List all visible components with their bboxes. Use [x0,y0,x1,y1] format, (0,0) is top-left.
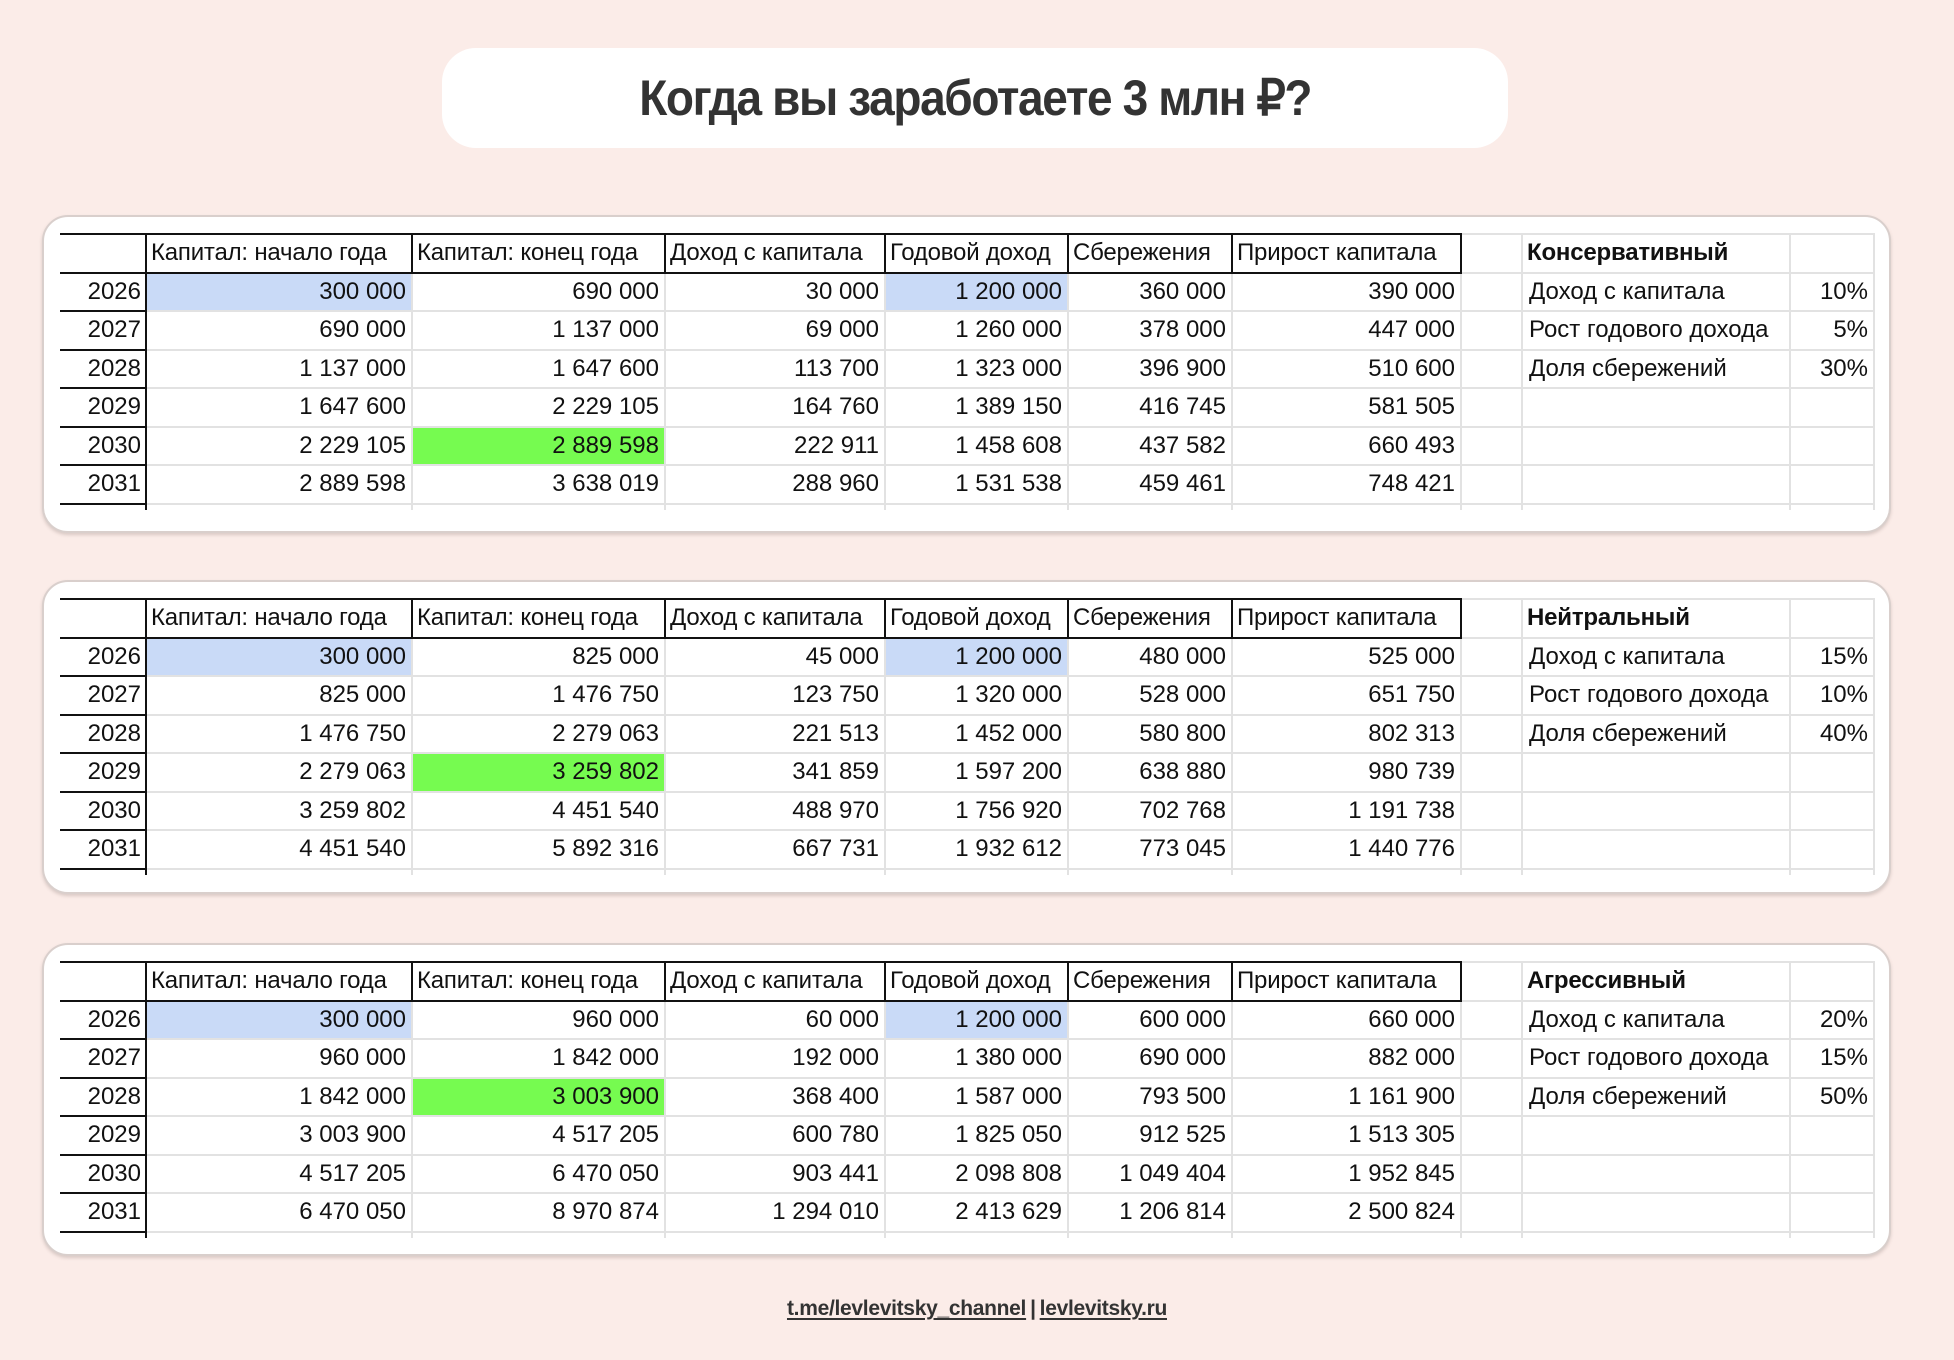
cell-capital-income[interactable]: 667 731 [665,830,885,869]
param-label: Доля сбережений [1522,715,1790,754]
scenario-card-aggressive [42,943,1891,1256]
row-year[interactable]: 2026 [60,273,146,312]
cell-savings[interactable]: 690 000 [1068,1039,1232,1078]
row-year[interactable]: 2027 [60,311,146,350]
cell-capital-end[interactable]: 4 451 540 [412,792,665,831]
cell-savings[interactable]: 528 000 [1068,676,1232,715]
cell-capital-growth[interactable]: 651 750 [1232,676,1461,715]
cell-annual-income[interactable]: 1 260 000 [885,311,1068,350]
row-year[interactable]: 2030 [60,427,146,466]
param-label: Доход с капитала [1522,1001,1790,1040]
empty-cell [1790,599,1874,638]
stub-cell [885,504,1068,510]
corner-cell [60,234,146,273]
cell-capital-start[interactable]: 300 000 [146,1001,412,1040]
cell-capital-end[interactable]: 825 000 [412,638,665,677]
page-title: Когда вы заработаете 3 млн ₽? [639,70,1311,126]
scenario-table [60,961,1875,1238]
cell-capital-start[interactable]: 2 229 105 [146,427,412,466]
param-label [1522,792,1790,831]
cell-capital-start[interactable]: 1 476 750 [146,715,412,754]
param-value[interactable]: 10% [1790,676,1874,715]
cell-annual-income[interactable]: 1 200 000 [885,273,1068,312]
cell-capital-income[interactable]: 221 513 [665,715,885,754]
spacer-cell [1461,962,1522,1001]
param-value[interactable] [1790,830,1874,869]
column-header-capital-income[interactable]: Доход с капитала [665,599,885,638]
column-header-annual-income[interactable]: Годовой доход [885,599,1068,638]
cell-capital-income[interactable]: 60 000 [665,1001,885,1040]
scenario-name: Агрессивный [1522,962,1790,1001]
cell-capital-end[interactable]: 3 003 900 [412,1078,665,1117]
param-value[interactable] [1790,753,1874,792]
param-label: Доля сбережений [1522,1078,1790,1117]
scenario-card-neutral [42,580,1891,894]
table-row [60,427,1874,466]
cell-savings[interactable]: 459 461 [1068,465,1232,504]
title-banner [442,48,1508,148]
cell-capital-start[interactable]: 825 000 [146,676,412,715]
cell-capital-start[interactable]: 300 000 [146,638,412,677]
stub-cell [665,869,885,875]
param-value[interactable] [1790,465,1874,504]
cell-savings[interactable]: 1 206 814 [1068,1193,1232,1232]
telegram-link[interactable]: t.me/levlevitsky_channel [786,1297,1027,1320]
cell-capital-end[interactable]: 6 470 050 [412,1155,665,1194]
column-header-capital-start[interactable]: Капитал: начало года [146,234,412,273]
table-row [60,753,1874,792]
cell-capital-income[interactable]: 164 760 [665,388,885,427]
spacer-cell [1461,1039,1522,1078]
cell-capital-end[interactable]: 1 476 750 [412,676,665,715]
stub-cell [60,869,146,875]
footer-separator: | [1030,1297,1036,1320]
param-label: Доход с капитала [1522,638,1790,677]
cell-capital-income[interactable]: 288 960 [665,465,885,504]
param-value[interactable] [1790,1116,1874,1155]
stub-cell [1522,504,1790,510]
column-header-savings[interactable]: Сбережения [1068,962,1232,1001]
param-label: Доход с капитала [1522,273,1790,312]
cell-annual-income[interactable]: 1 389 150 [885,388,1068,427]
cell-capital-growth[interactable]: 882 000 [1232,1039,1461,1078]
param-label [1522,1155,1790,1194]
param-value[interactable]: 10% [1790,273,1874,312]
stub-cell [412,869,665,875]
param-label: Рост годового дохода [1522,311,1790,350]
cell-capital-end[interactable]: 3 638 019 [412,465,665,504]
cell-capital-start[interactable]: 1 137 000 [146,350,412,389]
cell-capital-start[interactable]: 690 000 [146,311,412,350]
spacer-cell [1461,1193,1522,1232]
stub-cell [412,504,665,510]
cell-capital-end[interactable]: 1 137 000 [412,311,665,350]
stub-cell [412,1232,665,1238]
stub-cell [146,504,412,510]
table-row [60,792,1874,831]
table-row [60,311,1874,350]
column-header-capital-income[interactable]: Доход с капитала [665,234,885,273]
cell-capital-growth[interactable]: 1 161 900 [1232,1078,1461,1117]
spacer-cell [1461,427,1522,466]
column-header-capital-growth[interactable]: Прирост капитала [1232,962,1461,1001]
column-header-annual-income[interactable]: Годовой доход [885,234,1068,273]
table-row [60,830,1874,869]
stub-cell [1461,869,1522,875]
table-row [60,715,1874,754]
cell-capital-income[interactable]: 341 859 [665,753,885,792]
column-header-savings[interactable]: Сбережения [1068,234,1232,273]
table-row [60,676,1874,715]
spacer-cell [1461,792,1522,831]
cell-capital-income[interactable]: 113 700 [665,350,885,389]
cell-capital-income[interactable]: 600 780 [665,1116,885,1155]
row-year[interactable]: 2028 [60,715,146,754]
table-row [60,388,1874,427]
scenario-name: Консервативный [1522,234,1790,273]
cell-capital-growth[interactable]: 748 421 [1232,465,1461,504]
table-row [60,1116,1874,1155]
spacer-cell [1461,830,1522,869]
cell-capital-end[interactable]: 2 279 063 [412,715,665,754]
param-value[interactable] [1790,427,1874,466]
param-value[interactable] [1790,1193,1874,1232]
row-year[interactable]: 2029 [60,388,146,427]
row-year[interactable]: 2027 [60,1039,146,1078]
table-row [60,273,1874,312]
table-row [60,1078,1874,1117]
cell-capital-growth[interactable]: 660 493 [1232,427,1461,466]
cell-capital-end[interactable]: 4 517 205 [412,1116,665,1155]
cell-capital-end[interactable]: 5 892 316 [412,830,665,869]
cell-annual-income[interactable]: 1 200 000 [885,638,1068,677]
stub-cell [1461,1232,1522,1238]
cell-capital-income[interactable]: 903 441 [665,1155,885,1194]
param-value[interactable] [1790,388,1874,427]
cell-savings[interactable]: 773 045 [1068,830,1232,869]
spacer-cell [1461,1155,1522,1194]
cell-annual-income[interactable]: 1 932 612 [885,830,1068,869]
cell-savings[interactable]: 360 000 [1068,273,1232,312]
stub-cell [60,504,146,510]
empty-cell [1790,234,1874,273]
stub-cell [885,869,1068,875]
spacer-cell [1461,1001,1522,1040]
table-row [60,1193,1874,1232]
cell-capital-end[interactable]: 8 970 874 [412,1193,665,1232]
param-label [1522,830,1790,869]
cell-annual-income[interactable]: 1 200 000 [885,1001,1068,1040]
param-label: Доля сбережений [1522,350,1790,389]
row-year[interactable]: 2029 [60,753,146,792]
column-header-annual-income[interactable]: Годовой доход [885,962,1068,1001]
cell-savings[interactable]: 396 900 [1068,350,1232,389]
cell-savings[interactable]: 600 000 [1068,1001,1232,1040]
corner-cell [60,599,146,638]
param-label: Рост годового дохода [1522,1039,1790,1078]
footer [0,1297,1954,1321]
cell-capital-growth[interactable]: 581 505 [1232,388,1461,427]
cell-annual-income[interactable]: 1 452 000 [885,715,1068,754]
param-value[interactable]: 30% [1790,350,1874,389]
cell-capital-growth[interactable]: 980 739 [1232,753,1461,792]
row-year[interactable]: 2031 [60,465,146,504]
cell-capital-income[interactable]: 1 294 010 [665,1193,885,1232]
spacer-cell [1461,1078,1522,1117]
stub-cell [1461,504,1522,510]
column-header-capital-end[interactable]: Капитал: конец года [412,234,665,273]
cell-capital-end[interactable]: 690 000 [412,273,665,312]
cell-capital-growth[interactable]: 510 600 [1232,350,1461,389]
param-value[interactable]: 5% [1790,311,1874,350]
stub-cell [1232,869,1461,875]
row-year[interactable]: 2026 [60,1001,146,1040]
cell-capital-growth[interactable]: 1 513 305 [1232,1116,1461,1155]
row-year[interactable]: 2028 [60,350,146,389]
column-header-capital-start[interactable]: Капитал: начало года [146,599,412,638]
param-value[interactable]: 15% [1790,638,1874,677]
row-year[interactable]: 2030 [60,792,146,831]
spacer-cell [1461,273,1522,312]
table-row [60,638,1874,677]
spacer-cell [1461,676,1522,715]
cell-annual-income[interactable]: 2 413 629 [885,1193,1068,1232]
row-year[interactable]: 2027 [60,676,146,715]
cell-capital-growth[interactable]: 2 500 824 [1232,1193,1461,1232]
cell-savings[interactable]: 378 000 [1068,311,1232,350]
stub-cell [1068,869,1232,875]
stub-cell [1068,1232,1232,1238]
spacer-cell [1461,234,1522,273]
scenario-name: Нейтральный [1522,599,1790,638]
empty-cell [1790,962,1874,1001]
scenario-table [60,598,1875,875]
column-header-capital-income[interactable]: Доход с капитала [665,962,885,1001]
cell-capital-start[interactable]: 1 842 000 [146,1078,412,1117]
table-row [60,350,1874,389]
website-link[interactable]: levlevitsky.ru [1039,1297,1167,1320]
cell-capital-income[interactable]: 368 400 [665,1078,885,1117]
cell-capital-growth[interactable]: 1 191 738 [1232,792,1461,831]
cell-capital-income[interactable]: 45 000 [665,638,885,677]
spacer-cell [1461,311,1522,350]
stub-cell [146,1232,412,1238]
param-value[interactable] [1790,792,1874,831]
stub-cell [1790,504,1874,510]
param-label [1522,1116,1790,1155]
cell-savings[interactable]: 580 800 [1068,715,1232,754]
cell-annual-income[interactable]: 1 597 200 [885,753,1068,792]
cell-capital-income[interactable]: 222 911 [665,427,885,466]
param-value[interactable]: 15% [1790,1039,1874,1078]
param-label [1522,388,1790,427]
param-value[interactable]: 50% [1790,1078,1874,1117]
cell-capital-growth[interactable]: 802 313 [1232,715,1461,754]
param-value[interactable]: 20% [1790,1001,1874,1040]
spacer-cell [1461,388,1522,427]
param-label [1522,1193,1790,1232]
row-year[interactable]: 2030 [60,1155,146,1194]
column-header-capital-end[interactable]: Капитал: конец года [412,599,665,638]
cell-annual-income[interactable]: 1 380 000 [885,1039,1068,1078]
stub-cell [146,869,412,875]
spacer-cell [1461,715,1522,754]
spacer-cell [1461,1116,1522,1155]
cell-savings[interactable]: 1 049 404 [1068,1155,1232,1194]
cell-savings[interactable]: 912 525 [1068,1116,1232,1155]
cell-capital-start[interactable]: 4 517 205 [146,1155,412,1194]
cell-capital-start[interactable]: 6 470 050 [146,1193,412,1232]
cell-annual-income[interactable]: 1 825 050 [885,1116,1068,1155]
stub-cell [665,1232,885,1238]
spacer-cell [1461,599,1522,638]
cell-annual-income[interactable]: 1 320 000 [885,676,1068,715]
column-header-capital-end[interactable]: Капитал: конец года [412,962,665,1001]
cell-capital-end[interactable]: 2 889 598 [412,427,665,466]
cell-capital-growth[interactable]: 1 952 845 [1232,1155,1461,1194]
cell-capital-end[interactable]: 3 259 802 [412,753,665,792]
cell-capital-start[interactable]: 2 889 598 [146,465,412,504]
cell-annual-income[interactable]: 1 323 000 [885,350,1068,389]
cell-capital-income[interactable]: 30 000 [665,273,885,312]
column-header-savings[interactable]: Сбережения [1068,599,1232,638]
cell-savings[interactable]: 702 768 [1068,792,1232,831]
stub-cell [665,504,885,510]
cell-capital-income[interactable]: 488 970 [665,792,885,831]
row-year[interactable]: 2026 [60,638,146,677]
scenario-card-conservative [42,215,1891,533]
cell-savings[interactable]: 793 500 [1068,1078,1232,1117]
spacer-cell [1461,753,1522,792]
cell-annual-income[interactable]: 1 531 538 [885,465,1068,504]
cell-annual-income[interactable]: 2 098 808 [885,1155,1068,1194]
row-year[interactable]: 2031 [60,1193,146,1232]
table-row [60,465,1874,504]
cell-capital-growth[interactable]: 390 000 [1232,273,1461,312]
cell-capital-start[interactable]: 3 259 802 [146,792,412,831]
cell-capital-start[interactable]: 960 000 [146,1039,412,1078]
param-value[interactable] [1790,1155,1874,1194]
cell-capital-growth[interactable]: 1 440 776 [1232,830,1461,869]
cell-capital-start[interactable]: 4 451 540 [146,830,412,869]
table-row [60,1001,1874,1040]
table-row [60,1155,1874,1194]
stub-cell [1068,504,1232,510]
param-label [1522,427,1790,466]
cell-capital-end[interactable]: 960 000 [412,1001,665,1040]
spacer-cell [1461,350,1522,389]
cell-savings[interactable]: 416 745 [1068,388,1232,427]
stub-cell [1522,1232,1790,1238]
param-label [1522,753,1790,792]
row-year[interactable]: 2029 [60,1116,146,1155]
cell-capital-growth[interactable]: 660 000 [1232,1001,1461,1040]
cell-capital-start[interactable]: 1 647 600 [146,388,412,427]
cell-capital-end[interactable]: 1 842 000 [412,1039,665,1078]
cell-savings[interactable]: 480 000 [1068,638,1232,677]
param-label [1522,465,1790,504]
scenario-table [60,233,1875,510]
stub-cell [1232,1232,1461,1238]
cell-savings[interactable]: 437 582 [1068,427,1232,466]
cell-annual-income[interactable]: 1 587 000 [885,1078,1068,1117]
cell-capital-start[interactable]: 3 003 900 [146,1116,412,1155]
cell-annual-income[interactable]: 1 756 920 [885,792,1068,831]
cell-annual-income[interactable]: 1 458 608 [885,427,1068,466]
stub-cell [1790,869,1874,875]
row-year[interactable]: 2028 [60,1078,146,1117]
stub-cell [885,1232,1068,1238]
stub-cell [1232,504,1461,510]
param-label: Рост годового дохода [1522,676,1790,715]
cell-capital-end[interactable]: 1 647 600 [412,350,665,389]
cell-capital-income[interactable]: 69 000 [665,311,885,350]
cell-capital-growth[interactable]: 525 000 [1232,638,1461,677]
cell-capital-start[interactable]: 300 000 [146,273,412,312]
cell-capital-income[interactable]: 123 750 [665,676,885,715]
column-header-capital-growth[interactable]: Прирост капитала [1232,234,1461,273]
param-value[interactable]: 40% [1790,715,1874,754]
row-year[interactable]: 2031 [60,830,146,869]
stub-cell [60,1232,146,1238]
column-header-capital-start[interactable]: Капитал: начало года [146,962,412,1001]
spacer-cell [1461,638,1522,677]
cell-capital-end[interactable]: 2 229 105 [412,388,665,427]
cell-savings[interactable]: 638 880 [1068,753,1232,792]
cell-capital-income[interactable]: 192 000 [665,1039,885,1078]
cell-capital-start[interactable]: 2 279 063 [146,753,412,792]
cell-capital-growth[interactable]: 447 000 [1232,311,1461,350]
spacer-cell [1461,465,1522,504]
column-header-capital-growth[interactable]: Прирост капитала [1232,599,1461,638]
stub-cell [1790,1232,1874,1238]
table-row [60,1039,1874,1078]
stub-cell [1522,869,1790,875]
corner-cell [60,962,146,1001]
